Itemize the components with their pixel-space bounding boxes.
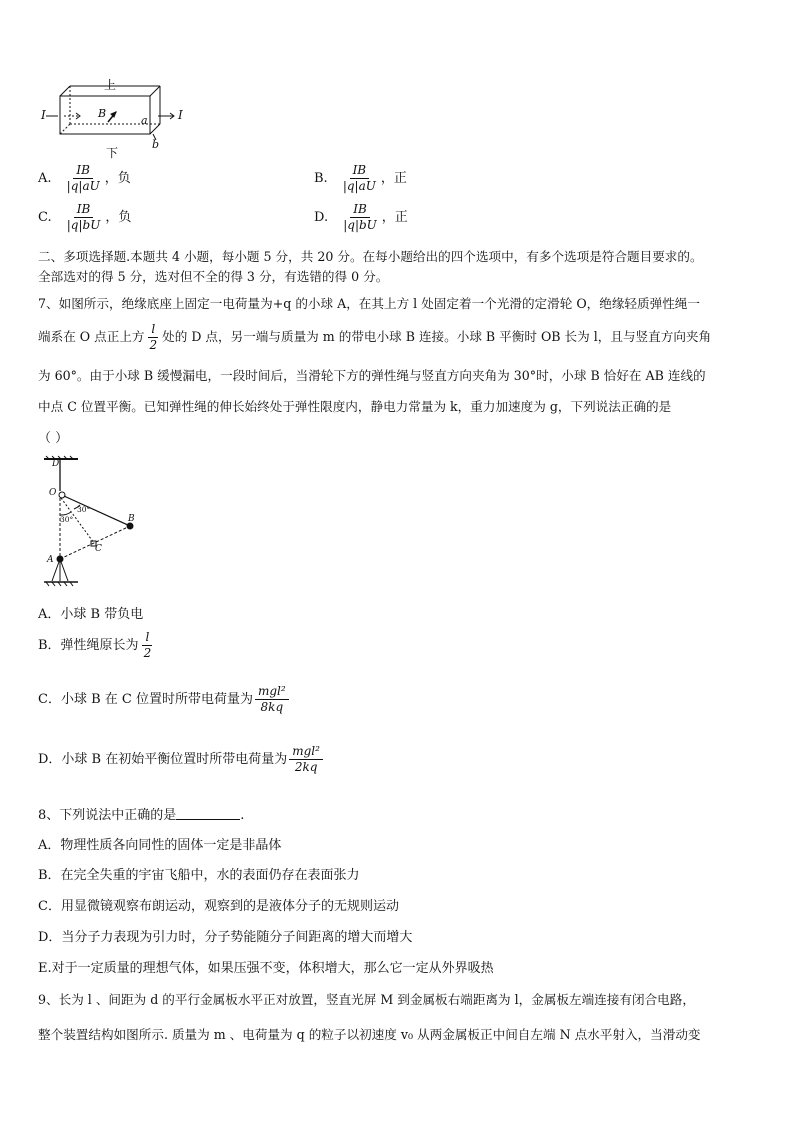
q7-option-b-text: B．弹性绳原长为 [38, 638, 139, 653]
option-label: C. [38, 210, 52, 225]
frac-den: 2kq [294, 760, 318, 774]
fig-label-d: D [52, 459, 60, 469]
frac-num: IB [350, 202, 370, 218]
answer-blank[interactable] [176, 808, 240, 820]
frac-den: |q|bU [343, 218, 377, 232]
label-current-left: I [41, 108, 46, 122]
frac-den: |q|bU [66, 218, 101, 232]
label-edge-a: a [141, 114, 148, 127]
q7-line1: 7、如图所示，绝缘底座上固定一电荷量为+q 的小球 A，在其上方 l 处固定着一个光滑的定滑轮 O，绝缘轻质弹性绳一 [38, 296, 700, 311]
q7-line4: 中点 C 位置平衡。已知弹性绳的伸长始终处于弹性限度内，静电力常量为 k，重力加速度为 g，下列说法正确的是 [38, 399, 672, 414]
q7-option-d[interactable] [38, 744, 325, 775]
q8-option-b[interactable]: B．在完全失重的宇宙飞船中，水的表面仍存在表面张力 [38, 868, 360, 883]
q8-option-d[interactable]: D．当分子力表现为引力时，分子势能随分子间距离的增大而增大 [38, 930, 413, 945]
frac-num: IB [350, 163, 370, 179]
label-current-right: I [178, 108, 183, 122]
frac-num: l [142, 630, 152, 646]
q8-stem-end: . [240, 808, 245, 823]
section2-line1: 二、多项选择题.本题共 4 小题，每小题 5 分，共 20 分。在每小题给出的四个选项中，有多个选项是符合题目要求的。 [38, 249, 703, 264]
hall-effect-figure [38, 76, 188, 160]
q9-line1: 9、长为 l 、间距为 d 的平行金属板水平正对放置，竖直光屏 M 到金属板右端距离为 l，金属板左端连接有闭合电路， [38, 992, 695, 1007]
section2-line2: 全部选对的得 5 分，选对但不全的得 3 分，有选错的得 0 分。 [38, 269, 389, 284]
q8-option-c[interactable]: C．用显微镜观察布朗运动，观察到的是液体分子的无规则运动 [38, 899, 399, 914]
q7-option-d-text: D．小球 B 在初始平衡位置时所带电荷量为 [38, 752, 288, 767]
q6-option-c[interactable] [38, 202, 131, 233]
option-label: A. [38, 171, 52, 186]
q8-stem [38, 804, 244, 823]
option-tail: ，正 [380, 171, 407, 186]
q7-answer-paren: （ ） [38, 431, 69, 446]
q7-option-c-text: C．小球 B 在 C 位置时所带电荷量为 [38, 692, 253, 707]
q6-option-b[interactable] [314, 163, 407, 194]
q6-option-d[interactable] [314, 202, 408, 233]
label-field-b: B [98, 107, 107, 120]
fig-angle-1: 30° [77, 505, 91, 514]
q7-line3: 为 60°。由于小球 B 缓慢漏电，一段时间后，当滑轮下方的弹性绳与竖直方向夹角为 30°时，小球 B 恰好在 AB 连线的 [38, 368, 706, 383]
fig-label-c: C [95, 544, 102, 554]
q7-pulley-figure [40, 455, 150, 590]
q7-line2-a: 端系在 O 点正上方 [38, 329, 145, 344]
option-tail: ，负 [105, 210, 132, 225]
q6-option-a[interactable] [38, 163, 131, 194]
frac-num: mgl² [255, 684, 289, 700]
fig-label-a: A [47, 555, 54, 565]
q7-line2-b: 处的 D 点，另一端与质量为 m 的带电小球 B 连接。小球 B 平衡时 OB 长为 l，且与竖直方向夹角 [162, 329, 712, 344]
fig-label-o: O [49, 488, 57, 498]
frac-den: |q|aU [342, 179, 376, 193]
fig-label-b: B [128, 514, 135, 524]
q8-stem-text: 8、下列说法中正确的是 [38, 808, 177, 823]
frac-num: IB [73, 163, 93, 179]
frac-num: l [148, 322, 158, 338]
q7-option-b[interactable] [38, 630, 156, 661]
option-tail: ，正 [381, 210, 408, 225]
q7-option-c[interactable] [38, 684, 291, 715]
q8-option-e[interactable]: E.对于一定质量的理想气体，如果压强不变，体积增大，那么它一定从外界吸热 [38, 961, 494, 976]
frac-num: mgl² [289, 744, 323, 760]
q7-option-a[interactable]: A．小球 B 带负电 [38, 607, 144, 622]
q9-line2: 整个装置结构如图所示. 质量为 m 、电荷量为 q 的粒子以初速度 v₀ 从两金属板正中间自左端 N 点水平射入，当滑动变 [38, 1027, 701, 1042]
q7-line2 [38, 322, 711, 353]
frac-den: 2 [143, 646, 152, 660]
option-label: D. [314, 210, 329, 225]
frac-den: 8kq [260, 700, 284, 714]
q8-option-a[interactable]: A．物理性质各向同性的固体一定是非晶体 [38, 838, 282, 853]
option-label: B. [314, 171, 328, 186]
frac-num: IB [74, 202, 94, 218]
label-bottom: 下 [106, 146, 119, 160]
frac-den: 2 [149, 338, 158, 352]
fig-angle-2: 30° [60, 515, 74, 524]
label-edge-b: b [152, 138, 160, 151]
option-tail: ，负 [104, 171, 131, 186]
frac-den: |q|aU [66, 179, 100, 193]
label-top: 上 [104, 78, 117, 92]
